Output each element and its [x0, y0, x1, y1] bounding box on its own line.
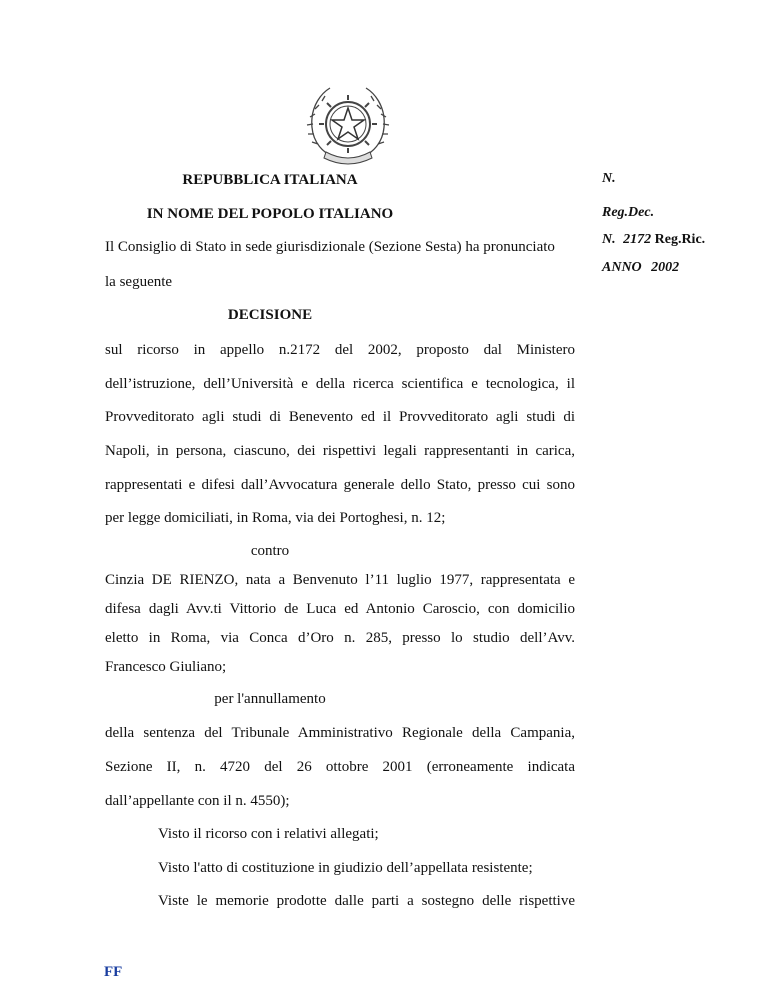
para1-line: Napoli, in persona, ciascuno, dei rispettivi legali rappresentanti in carica, [105, 443, 575, 459]
para1-line: per legge domiciliati, in Roma, via dei Portoghesi, n. 12; [105, 510, 446, 526]
contro-heading: contro [250, 543, 290, 559]
para3-line: della sentenza del Tribunale Amministrativo Regionale della Campania, [105, 725, 575, 741]
annullamento-heading: per l'annullamento [214, 691, 326, 707]
sidebar-anno-line [602, 260, 679, 276]
para1-line: dell’istruzione, dell’Università e della ricerca scientifica e tecnologica, il [105, 376, 575, 392]
para3-line: Sezione II, n. 4720 del 26 ottobre 2001 (erroneamente indicata [105, 759, 575, 775]
sidebar-n-label: N. [602, 171, 616, 186]
intro-line-1: Il Consiglio di Stato in sede giurisdizionale (Sezione Sesta) ha pronunciato [105, 239, 555, 255]
sidebar-anno-label: ANNO [602, 260, 642, 275]
sidebar-n-prefix: N. [602, 232, 616, 247]
italian-republic-emblem [304, 80, 392, 166]
sidebar-reg-ric: Reg.Ric. [654, 232, 706, 247]
para1-line: Provveditorato agli studi di Benevento ed il Provveditorato agli studi di [105, 409, 575, 425]
sidebar-ric-number: 2172 [623, 232, 652, 247]
para1-line: sul ricorso in appello n.2172 del 2002, proposto dal Ministero [105, 342, 575, 358]
intro-line-2: la seguente [105, 274, 173, 290]
para3-line: dall’appellante con il n. 4550); [105, 793, 290, 809]
footer-mark: FF [104, 964, 123, 980]
sidebar-reg-dec: Reg.Dec. [602, 205, 655, 220]
name-of-people-heading: IN NOME DEL POPOLO ITALIANO [146, 206, 394, 222]
para2-line: Francesco Giuliano; [105, 659, 227, 675]
para2-line: Cinzia DE RIENZO, nata a Benvenuto l’11 luglio 1977, rappresentata e [105, 572, 575, 588]
para2-line: difesa dagli Avv.ti Vittorio de Luca ed Antonio Caroscio, con domicilio [105, 601, 575, 617]
visto-line-3: Viste le memorie prodotte dalle parti a sostegno delle rispettive [158, 893, 575, 909]
sidebar-anno-value: 2002 [651, 260, 680, 275]
decision-title: DECISIONE [227, 307, 313, 323]
para1-line: rappresentati e difesi dall’Avvocatura generale dello Stato, presso cui sono [105, 477, 575, 493]
republic-heading: REPUBBLICA ITALIANA [182, 172, 358, 188]
sidebar-reg-ric-line [602, 232, 705, 248]
para2-line: eletto in Roma, via Conca d’Oro n. 285, presso lo studio dell’Avv. [105, 630, 575, 646]
visto-line-2: Visto l'atto di costituzione in giudizio dell’appellata resistente; [158, 860, 533, 876]
visto-line-1: Visto il ricorso con i relativi allegati; [158, 826, 379, 842]
